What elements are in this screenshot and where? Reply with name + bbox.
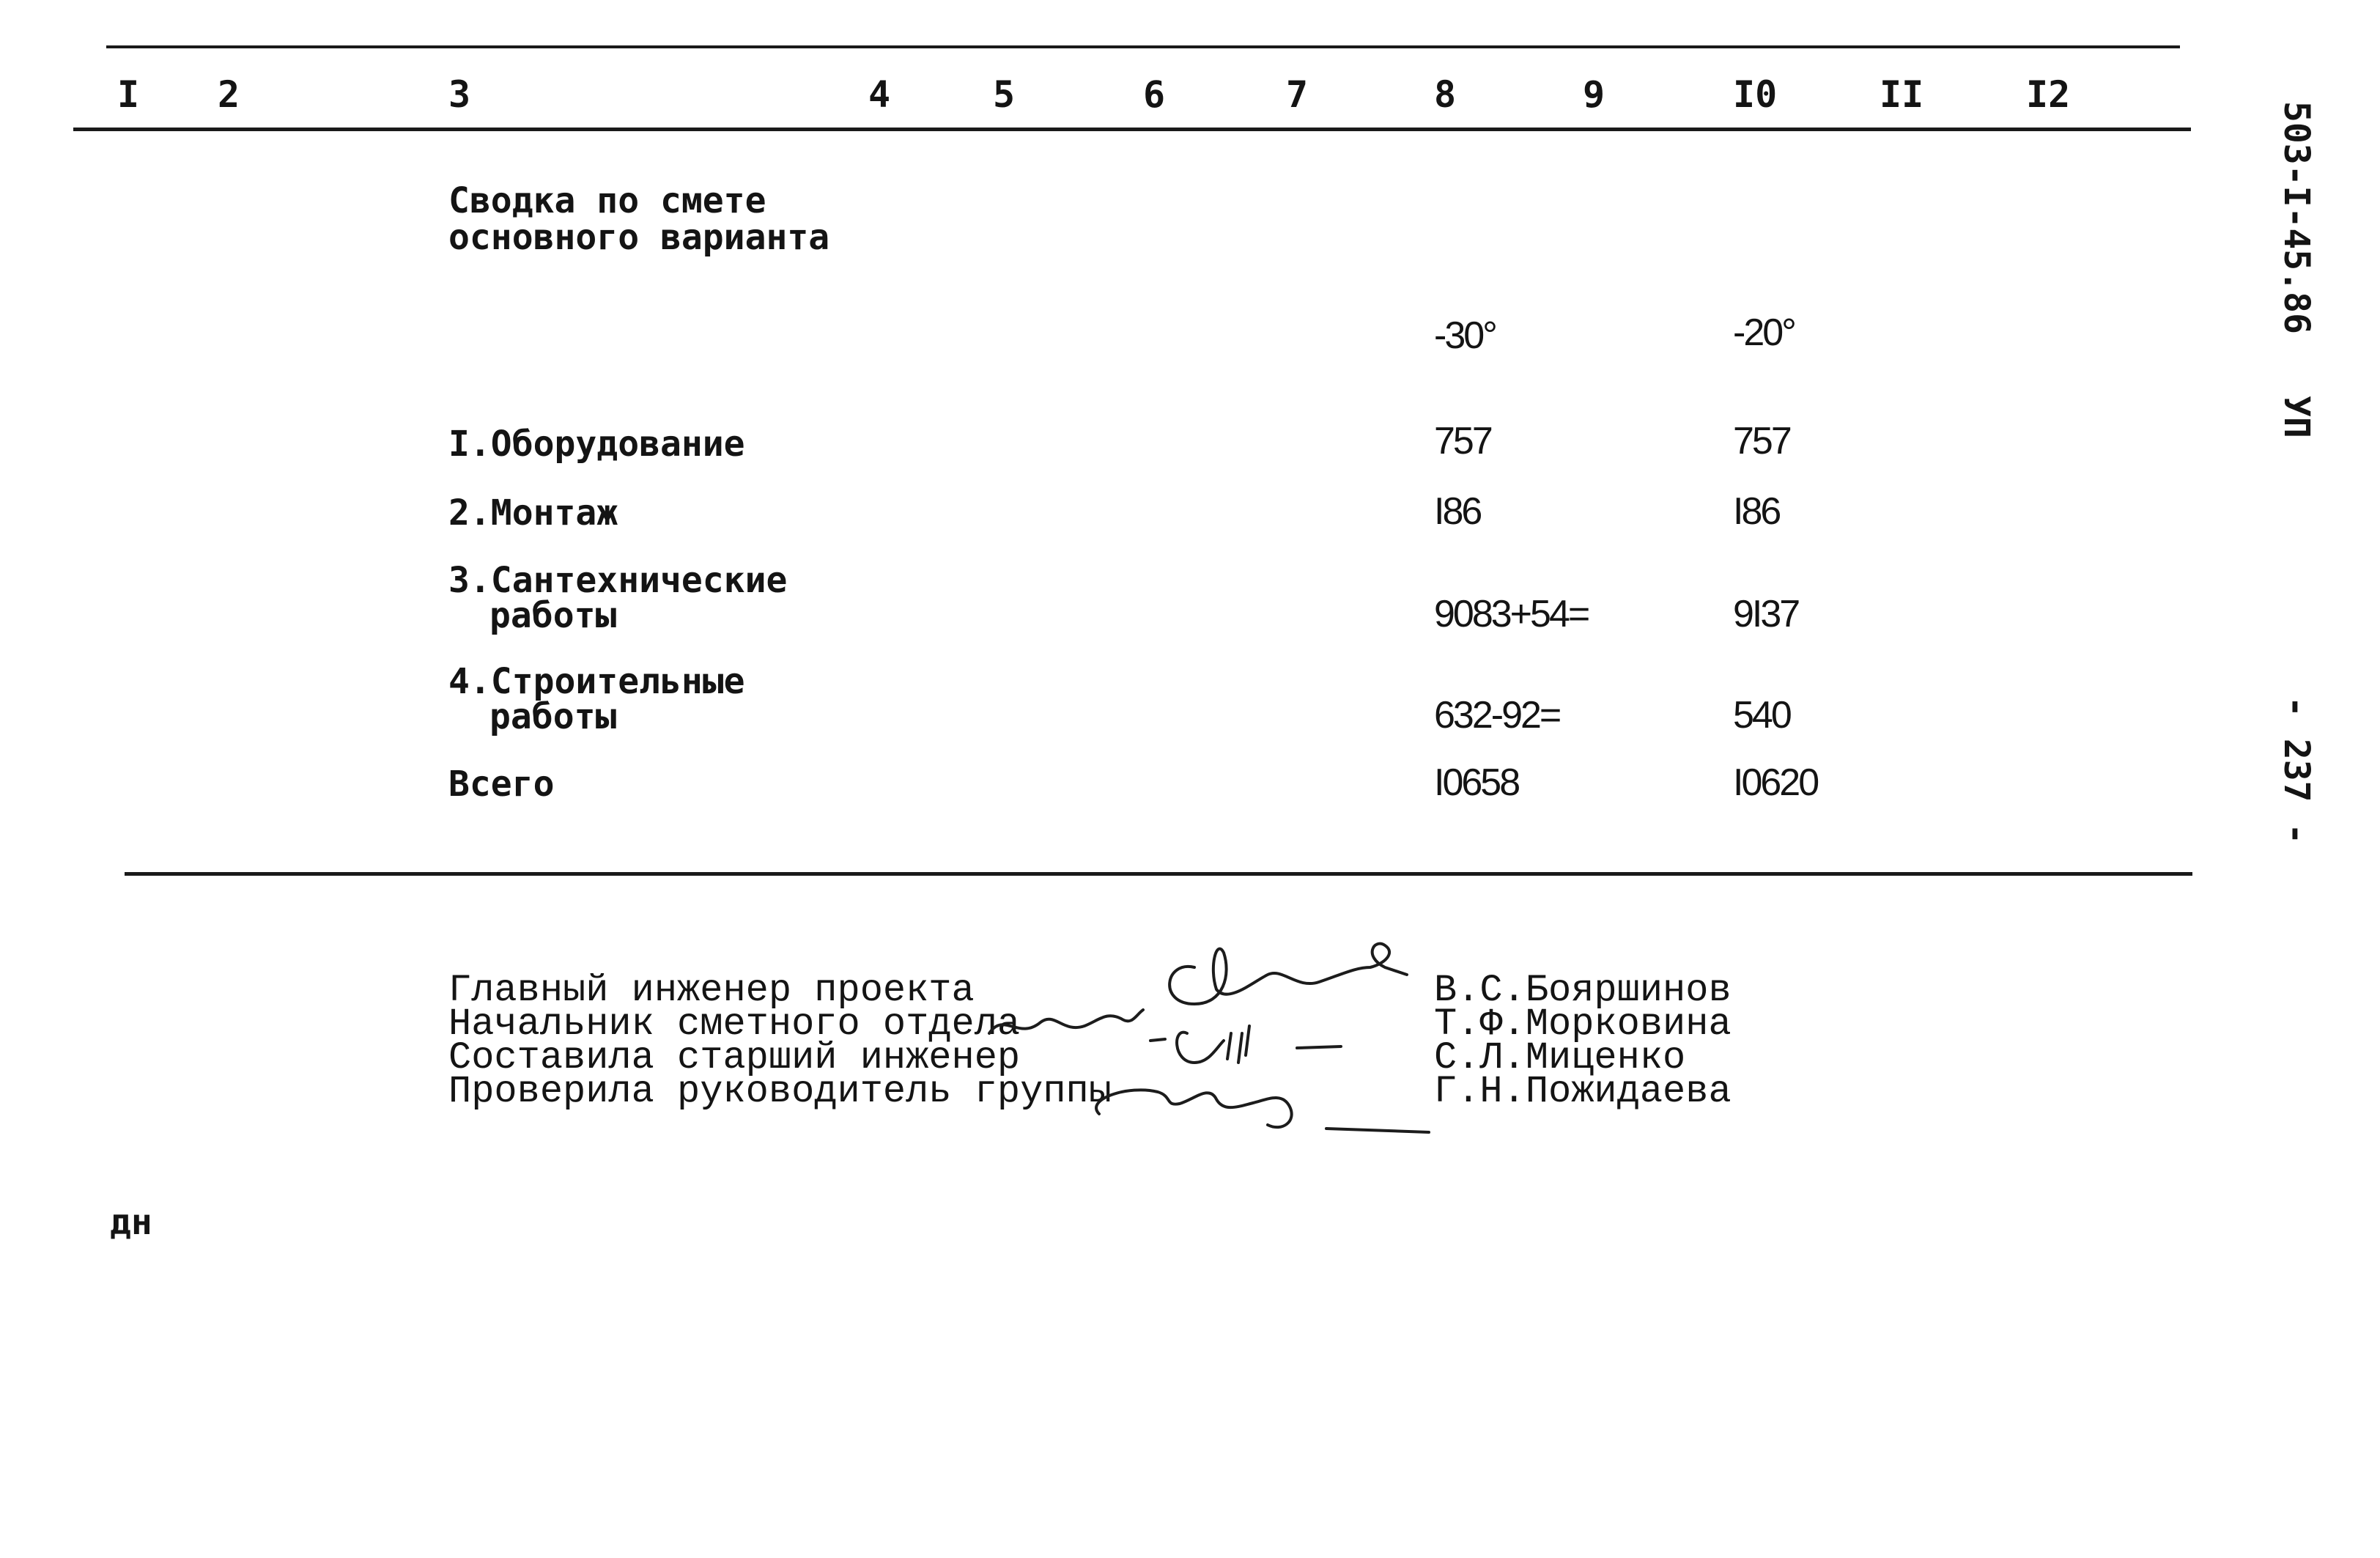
row-value-col10: 540 [1733, 694, 1790, 736]
temp-col8: -30° [1434, 314, 1496, 357]
col-num-12: I2 [2026, 73, 2071, 116]
row-label-total: Всего [448, 764, 555, 805]
col-num-5: 5 [993, 73, 1016, 116]
signature-name: Г.Н.Пожидаева [1434, 1070, 1732, 1113]
temp-col10: -20° [1733, 311, 1795, 354]
row-value-col10: I86 [1733, 490, 1780, 533]
col-num-2: 2 [218, 73, 240, 116]
side-page-number: - 237 - [2276, 696, 2317, 845]
col-num-9: 9 [1583, 73, 1605, 116]
row-total-col10: I0620 [1733, 761, 1818, 804]
row-label-cont: работы [489, 696, 617, 737]
summary-heading-line2: основного варианта [448, 217, 830, 258]
header-rule [73, 128, 2191, 131]
signature-name: В.С.Бояршинов [1434, 969, 1732, 1012]
row-label: 2.Монтаж [448, 492, 618, 534]
col-num-4: 4 [868, 73, 891, 116]
handwritten-signatures [975, 923, 1444, 1143]
col-num-8: 8 [1434, 73, 1457, 116]
table-bottom-rule [125, 872, 2192, 876]
row-value-col8: 757 [1434, 420, 1491, 462]
row-value-col10: 757 [1733, 420, 1790, 462]
col-num-3: 3 [448, 73, 471, 116]
side-sheet-label: УП [2276, 396, 2317, 438]
summary-heading-line1: Сводка по смете [448, 180, 766, 221]
col-num-10: I0 [1733, 73, 1778, 116]
col-num-6: 6 [1143, 73, 1166, 116]
row-label: 3.Сантехнические [448, 560, 788, 601]
signature-role: Главный инженер проекта [448, 969, 975, 1012]
side-document-code: 503-I-45.86 [2276, 101, 2317, 334]
footer-mark: дн [110, 1202, 152, 1243]
row-value-col8: 632-92= [1434, 694, 1560, 736]
signature-name: Т.Ф.Морковина [1434, 1003, 1732, 1046]
col-num-7: 7 [1286, 73, 1309, 116]
col-num-11: II [1880, 73, 1924, 116]
row-label-cont: работы [489, 595, 617, 636]
row-value-col10: 9I37 [1733, 593, 1799, 635]
signature-role: Составила старший инженер [448, 1036, 1021, 1079]
row-value-col8: I86 [1434, 490, 1481, 533]
row-label: I.Оборудование [448, 424, 745, 465]
row-total-col8: I0658 [1434, 761, 1519, 804]
col-num-1: I [117, 73, 140, 116]
row-label: 4.Строительные [448, 661, 745, 702]
signature-name: С.Л.Миценко [1434, 1036, 1686, 1079]
row-value-col8: 9083+54= [1434, 593, 1589, 635]
signature-role: Начальник сметного отдела [448, 1003, 1021, 1046]
signature-role: Проверила руководитель группы [448, 1070, 1112, 1113]
top-rule [106, 45, 2180, 48]
